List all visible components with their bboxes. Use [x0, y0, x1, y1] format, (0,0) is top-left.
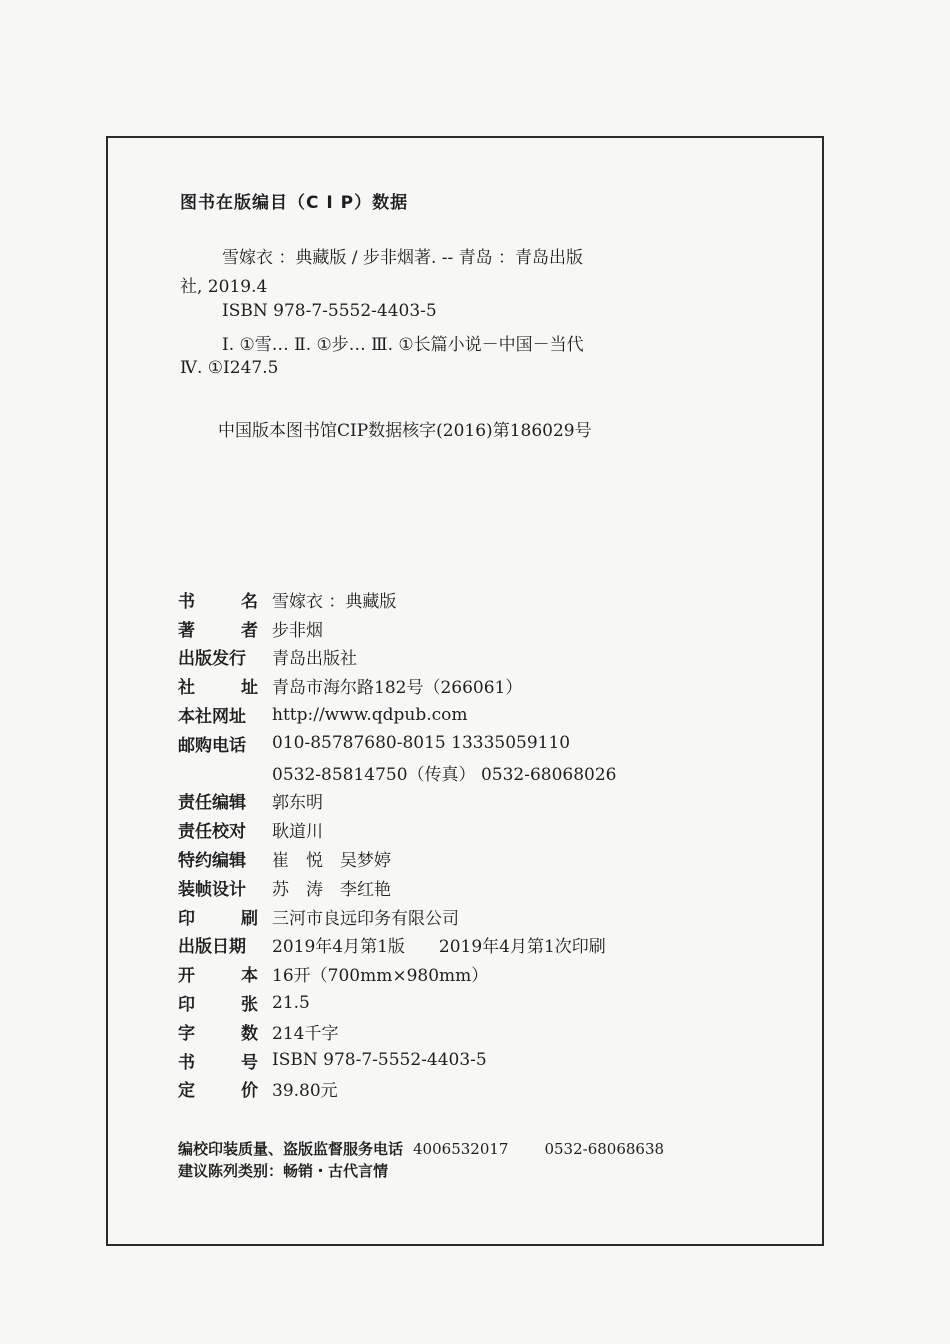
info-label-part: 装帧设计	[178, 879, 246, 900]
info-row	[178, 931, 616, 960]
info-label	[178, 731, 272, 756]
cip-line-2: 社, 2019.4	[180, 277, 268, 297]
publication-info-list	[178, 585, 616, 1103]
info-label-part: 数	[241, 1023, 258, 1044]
info-label-part: 社	[178, 678, 195, 699]
info-label-part: 责任校对	[178, 822, 246, 843]
info-label-part: 刷	[241, 908, 258, 929]
info-value: 010-85787680-8015 13335059110	[272, 733, 571, 754]
info-label-part: 开	[178, 966, 195, 987]
info-value: 0532-85814750（传真） 0532-68068026	[272, 764, 617, 785]
info-label	[178, 673, 272, 698]
display-category: 建议陈列类别：畅销・古代言情	[178, 1162, 389, 1180]
info-row	[178, 614, 616, 643]
info-label-part: 著	[178, 620, 195, 641]
info-label-part: 字	[178, 1023, 195, 1044]
info-label	[178, 1076, 272, 1101]
info-label-part: 书	[178, 591, 195, 612]
info-label	[178, 587, 272, 612]
info-label	[178, 702, 272, 727]
info-label-part: 书	[178, 1052, 195, 1073]
info-row	[178, 700, 616, 729]
info-value: 2019年4月第1版 2019年4月第1次印刷	[272, 937, 606, 958]
info-value: 三河市良远印务有限公司	[272, 908, 459, 929]
info-row	[178, 758, 616, 787]
info-row	[178, 844, 616, 873]
info-row	[178, 873, 616, 902]
info-value: 雪嫁衣 ：典藏版	[272, 591, 397, 612]
info-value: 青岛出版社	[272, 649, 357, 670]
info-label-part: 出版日期	[178, 937, 246, 958]
info-row	[178, 585, 616, 614]
info-label	[178, 875, 272, 900]
info-value: 青岛市海尔路182号（266061）	[272, 678, 523, 699]
info-label	[178, 1048, 272, 1073]
info-label	[178, 644, 272, 669]
info-label	[178, 990, 272, 1015]
info-row	[178, 787, 616, 816]
info-value: 苏 涛 李红艳	[272, 879, 391, 900]
info-label	[178, 961, 272, 986]
quality-hotline	[178, 1138, 664, 1159]
info-label-part: 址	[241, 678, 258, 699]
hotline-number-1: 4006532017	[413, 1140, 509, 1158]
info-row	[178, 959, 616, 988]
info-value: http://www.qdpub.com	[272, 704, 468, 725]
info-label	[178, 817, 272, 842]
info-label-part: 本社网址	[178, 707, 246, 728]
cip-line-1: 雪嫁衣 ：典藏版 / 步非烟著. -- 青岛 ：青岛出版	[222, 248, 584, 268]
info-label	[178, 846, 272, 871]
info-label	[178, 1019, 272, 1044]
info-label-part: 责任编辑	[178, 793, 246, 814]
info-row	[178, 1075, 616, 1104]
info-row	[178, 643, 616, 672]
cip-line-classification-cont: Ⅳ. ①I247.5	[180, 358, 279, 378]
info-value: 郭东明	[272, 793, 323, 814]
cip-title: 图书在版编目（C I P）数据	[180, 193, 409, 213]
info-row	[178, 815, 616, 844]
info-label-part: 者	[241, 620, 258, 641]
info-value: 39.80元	[272, 1081, 338, 1102]
info-label-part: 定	[178, 1081, 195, 1102]
info-value: 步非烟	[272, 620, 323, 641]
cip-line-isbn: ISBN 978-7-5552-4403-5	[222, 301, 437, 321]
info-value: ISBN 978-7-5552-4403-5	[272, 1050, 487, 1071]
info-row	[178, 988, 616, 1017]
info-row	[178, 902, 616, 931]
info-label-part: 特约编辑	[178, 851, 246, 872]
info-label-part: 张	[241, 995, 258, 1016]
info-row	[178, 1017, 616, 1046]
info-label	[178, 616, 272, 641]
info-label-part: 邮购电话	[178, 735, 246, 756]
hotline-number-2: 0532-68068638	[544, 1140, 665, 1158]
cip-line-classification: Ⅰ. ①雪… Ⅱ. ①步… Ⅲ. ①长篇小说－中国－当代	[222, 335, 584, 355]
info-row	[178, 671, 616, 700]
info-label-part: 印	[178, 908, 195, 929]
info-row	[178, 1046, 616, 1075]
info-label	[178, 788, 272, 813]
info-label	[178, 904, 272, 929]
info-label	[178, 932, 272, 957]
hotline-label: 编校印装质量、盗版监督服务电话	[178, 1140, 404, 1158]
info-value: 崔 悦 吴梦婷	[272, 851, 391, 872]
info-value: 16开（700mm×980mm）	[272, 966, 489, 987]
info-label-part: 名	[241, 591, 258, 612]
info-label-part: 本	[241, 966, 258, 987]
info-label-part: 出版发行	[178, 649, 246, 670]
info-row	[178, 729, 616, 758]
info-label-part: 印	[178, 995, 195, 1016]
info-value: 21.5	[272, 992, 310, 1013]
info-label-part: 号	[241, 1052, 258, 1073]
info-value: 耿道川	[272, 822, 323, 843]
info-label-part: 价	[241, 1081, 258, 1102]
cip-record-number: 中国版本图书馆CIP数据核字(2016)第186029号	[218, 421, 592, 441]
info-value: 214千字	[272, 1023, 339, 1044]
